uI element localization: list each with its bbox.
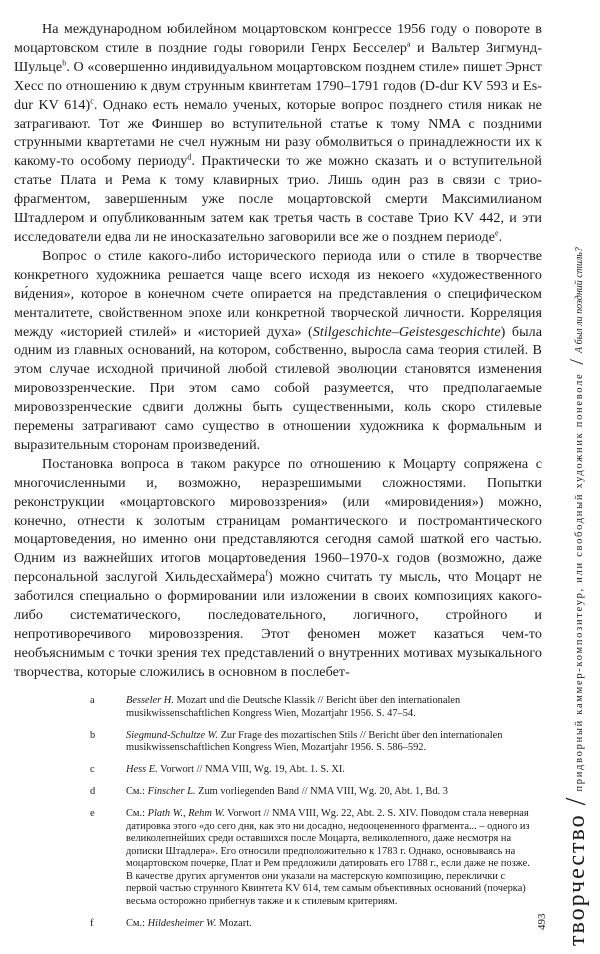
text-run: См.: (126, 808, 148, 819)
text-run: ) можно считать ту мысль, что Моцарт не заботился специально о формировании или изложении в своих композициях какого-либо систематического, последовательного, логичного, стройного и непротиворечивого мировоззрения. Этот феномен может казаться чем-то необъяснимым с точки зрения тех представлений о внутренних мотивах музыкального творчества, которые сложились в основном в послебет- (14, 569, 542, 680)
italic-text: Siegmund-Schultze W. (126, 729, 218, 741)
footnote (90, 786, 537, 799)
italic-text: Hess E. (126, 764, 158, 775)
text-run: Zur Frage des mozartischen Stils // Bericht über den internationalen musikwissenschaftlichen Kongress Wien, Mozartjahr 1956. S. 586–592. (126, 729, 503, 753)
footnote-text (126, 808, 537, 908)
italic-text: Hildesheimer W. (147, 917, 217, 929)
body-paragraph (14, 247, 542, 455)
footnote-text (126, 695, 537, 720)
footnote-marker: e (90, 808, 95, 819)
text-run: и Вальтер Зигмунд-Шульце (14, 39, 542, 75)
body-paragraph (14, 455, 542, 682)
text-run: Zum vorliegenden Band // NMA VIII, Wg. 20, Abt. 1, Bd. 3 (195, 786, 448, 797)
footnote-marker: a (90, 695, 95, 706)
subsection-title: А был ли поздний стиль? (574, 247, 585, 353)
footnote-text (126, 764, 537, 777)
text-run: . Однако есть немало ученых, которые вопрос позднего стиля никак не затрагивают. Тот же Финшер во вступительной статье к тому NMA с поздними струнными квартетами не счел нужным ни разу обмолвиться о принадлежности их к какому-то особому периоду (14, 96, 542, 170)
footnote (90, 808, 537, 908)
footnote-text (126, 918, 537, 931)
footnote-text (126, 786, 537, 799)
italic-text: Finscher L. (147, 786, 196, 797)
footnote-marker: b (90, 729, 96, 741)
footnote-ref: f (265, 568, 269, 578)
section-title: творчество (564, 813, 590, 946)
footnote (90, 764, 537, 777)
text-run: . Практически то же можно сказать и о вступительной статье Плата и Рема к тому клавирных трио. Лишь один раз в связи с трио-фрагментом, завершенным уже после моцартовской смерти Максимилианом Штадлером и опубликованным затем как третья часть в составе Трио KV 442, и эти исследователи едва ли не иносказательно заговорили все же о позднем периоде (14, 153, 542, 245)
footnote-marker: d (90, 786, 96, 797)
text-run: ) была одним из главных оснований, на котором, собственно, выросла сама теория стилей. В этом случае исходной причиной любой стилевой эволюции становятся изменения мировоззренческие. При этом само собой разумеется, что предполагаемые мировоззренческие сдвиги должны быть существенными, коль скоро стилевые перемены затрагивают само существо в отношении художника к формальным и выразительным сторонам произведений. (14, 323, 542, 453)
footnote (90, 730, 537, 755)
body-paragraph (14, 20, 542, 247)
slash-divider: / (561, 797, 592, 806)
text-run: См.: (126, 786, 148, 797)
text-run: . О «совершенно индивидуальном моцартовском позднем стиле» пишет Эрнст Хесс по отношению к двум струнным квинтетам 1790–1791 годов (D-dur KV 593 и Es-dur KV 614) (14, 58, 542, 113)
text-run: На международном юбилейном моцартовском конгрессе 1956 году о повороте в моцартовском стиле в поздние годы говорили Генрх Бесселер (14, 21, 542, 56)
text-run: Постановка вопроса в таком ракурсе по отношению к Моцарту сопряжена с многочисленными и, возможно, неразрешимыми сложностями. Попытки реконструкции «моцартовского мировоззрения» (или «мировидения») можно, конечно, отнести к золотым страницам романтического и постромантического моцартоведения, но именно они представляются сегодня самой шаткой его частью. Одним из важнейших итогов моцартоведения 1960–1970-х годов (возможно, даже персональной заслугой Хильдесхаймера (14, 455, 542, 586)
text-run: . (498, 228, 503, 245)
footnote-ref: e (495, 228, 499, 238)
footnote-marker: f (90, 917, 94, 929)
footnote (90, 918, 537, 931)
footnote-ref: d (187, 152, 192, 162)
footnotes (90, 695, 537, 940)
text-run: Vorwort // NMA VIII, Wg. 19, Abt. 1. S. XI. (157, 764, 345, 775)
text-run: Vorwort // NMA VIII, Wg. 22, Abt. 2. S. XIV. Поводом стала неверная датировка этого «до сего дня, как это ни досадно, недооцененного фрагмента... – одного из великолепнейших среди оставшихся после Моцарта, великолепного, даже несмотря на дописки Штадлера». Его относили предположительно к 1783 г. Однако, основываясь на моцартовском почерке, Плат и Рем предложили датировать его 1788 г., если даже не позже. В качестве других аргументов они указали на мастерскую композицию, переклички с первой частью струнного Квинтета KV 614, тем самым объективных оснований (почерка) весьма осторожно прибегнув также и к стилевым критериям. (126, 808, 530, 907)
footnote-ref: b (62, 58, 67, 68)
running-header (553, 16, 591, 946)
footnote-marker: c (90, 764, 95, 775)
italic-text: Besseler H. (126, 695, 174, 706)
text-run: Вопрос о стиле какого-либо исторического периода или о стиле в творчестве конкретного художника решается чаще всего исходя из некоего «художественного ви́дения», которое в конечном счете опирается на представления о специфическом менталитете, свойственном эпохе или конкретной творческой личности. Корреляция между «историей стилей» и «историей духа» ( (14, 247, 542, 340)
footnote-text (126, 730, 537, 755)
chapter-title: придворный каммер-композитеур, или свободный художник поневоле (574, 372, 585, 792)
main-text (14, 20, 542, 682)
footnote (90, 695, 537, 720)
footnote-ref: c (90, 95, 94, 105)
page-number: 493 (536, 913, 548, 930)
text-run: Mozart und die Deutsche Klassik // Bericht über den internationalen musikwissenschaftlichen Kongress Wien, Mozartjahr 1956. S. 47–54. (126, 695, 461, 719)
slash-divider: / (566, 359, 588, 365)
text-run: См.: (126, 917, 148, 929)
italic-text: Plath W., Rehm W. (147, 808, 225, 819)
text-run: Mozart. (216, 917, 252, 929)
footnote-ref: a (407, 39, 411, 49)
italic-text: Stilgeschichte–Geistesgeschichte (312, 323, 501, 340)
